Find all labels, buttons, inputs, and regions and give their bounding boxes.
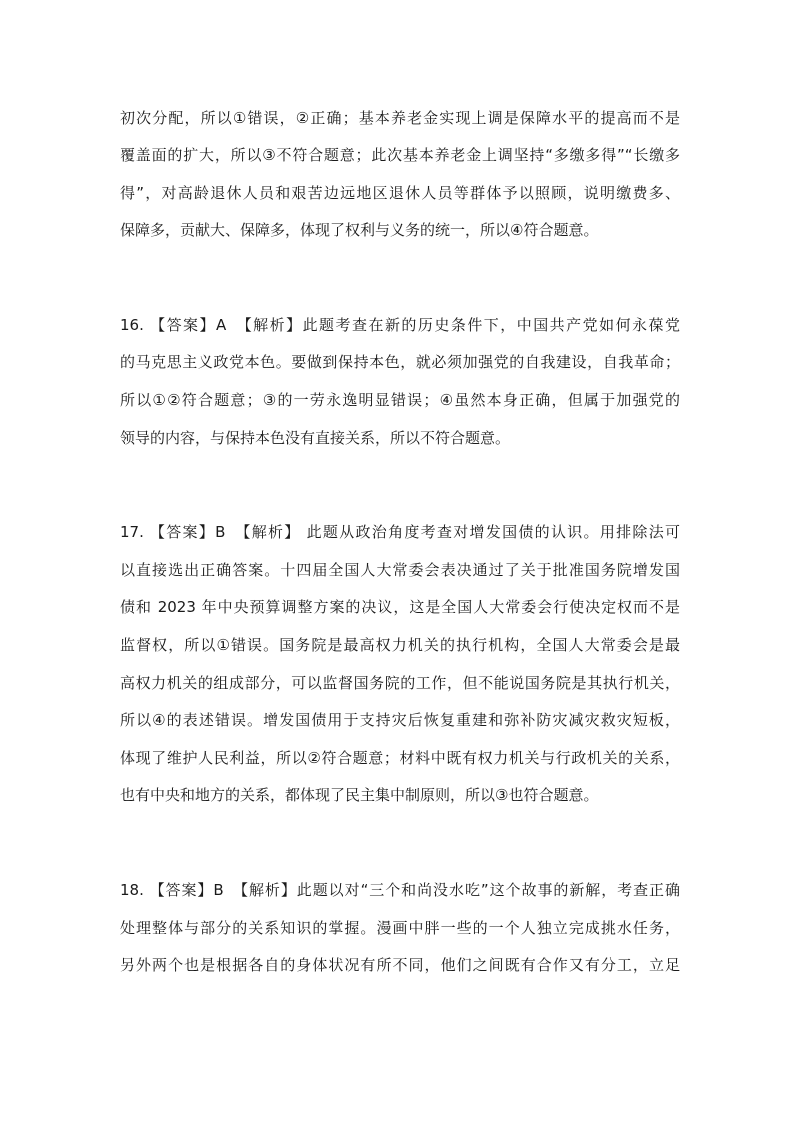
text-line: 领导的内容，与保持本色没有直接关系，所以不符合题意。 xyxy=(120,429,511,447)
text-line: 债和 2023 年中央预算调整方案的决议，这是全国人大常委会行使决定权而不是 xyxy=(120,598,680,616)
text-line: 也有中央和地方的关系，都体现了民主集中制原则，所以③也符合题意。 xyxy=(120,786,599,804)
text-line: 另外两个也是根据各自的身体状况有所不同，他们之间既有合作又有分工，立足 xyxy=(120,956,680,974)
text-line: 覆盖面的扩大，所以③不符合题意；此次基本养老金上调坚持“多缴多得”“长缴多 xyxy=(120,146,680,164)
text-line: 得”，对高龄退休人员和艰苦边远地区退休人员等群体予以照顾，说明缴费多、 xyxy=(120,184,680,202)
text-line: 所以④的表述错误。增发国债用于支持灾后恢复重建和弥补防灾减灾救灾短板， xyxy=(120,711,680,729)
text-line: 18. 【答案】B 【解析】此题以对“三个和尚没水吃”这个故事的新解，考查正确 xyxy=(120,881,680,899)
text-line: 处理整体与部分的关系知识的掌握。漫画中胖一些的一个人独立完成挑水任务， xyxy=(120,919,680,937)
text-line: 高权力机关的组成部分，可以监督国务院的工作，但不能说国务院是其执行机关， xyxy=(120,674,680,692)
text-line: 保障多，贡献大、保障多，体现了权利与义务的统一，所以④符合题意。 xyxy=(120,221,599,239)
text-line: 以直接选出正确答案。十四届全国人大常委会表决通过了关于批准国务院增发国 xyxy=(120,561,680,579)
text-line: 体现了维护人民利益，所以②符合题意；材料中既有权力机关与行政机关的关系， xyxy=(120,749,680,767)
text-line: 监督权，所以①错误。国务院是最高权力机关的执行机构，全国人大常委会是最 xyxy=(120,636,680,654)
text-line: 所以①②符合题意；③的一劳永逸明显错误；④虽然本身正确，但属于加强党的 xyxy=(120,391,680,409)
text-line: 17. 【答案】B 【解析】 此题从政治角度考查对增发国债的认识。用排除法可 xyxy=(120,523,680,541)
text-line: 初次分配，所以①错误，②正确；基本养老金实现上调是保障水平的提高而不是 xyxy=(120,109,680,127)
text-line: 16. 【答案】A 【解析】此题考查在新的历史条件下，中国共产党如何永葆党 xyxy=(120,316,680,334)
text-line: 的马克思主义政党本色。要做到保持本色，就必须加强党的自我建设，自我革命； xyxy=(120,353,680,371)
